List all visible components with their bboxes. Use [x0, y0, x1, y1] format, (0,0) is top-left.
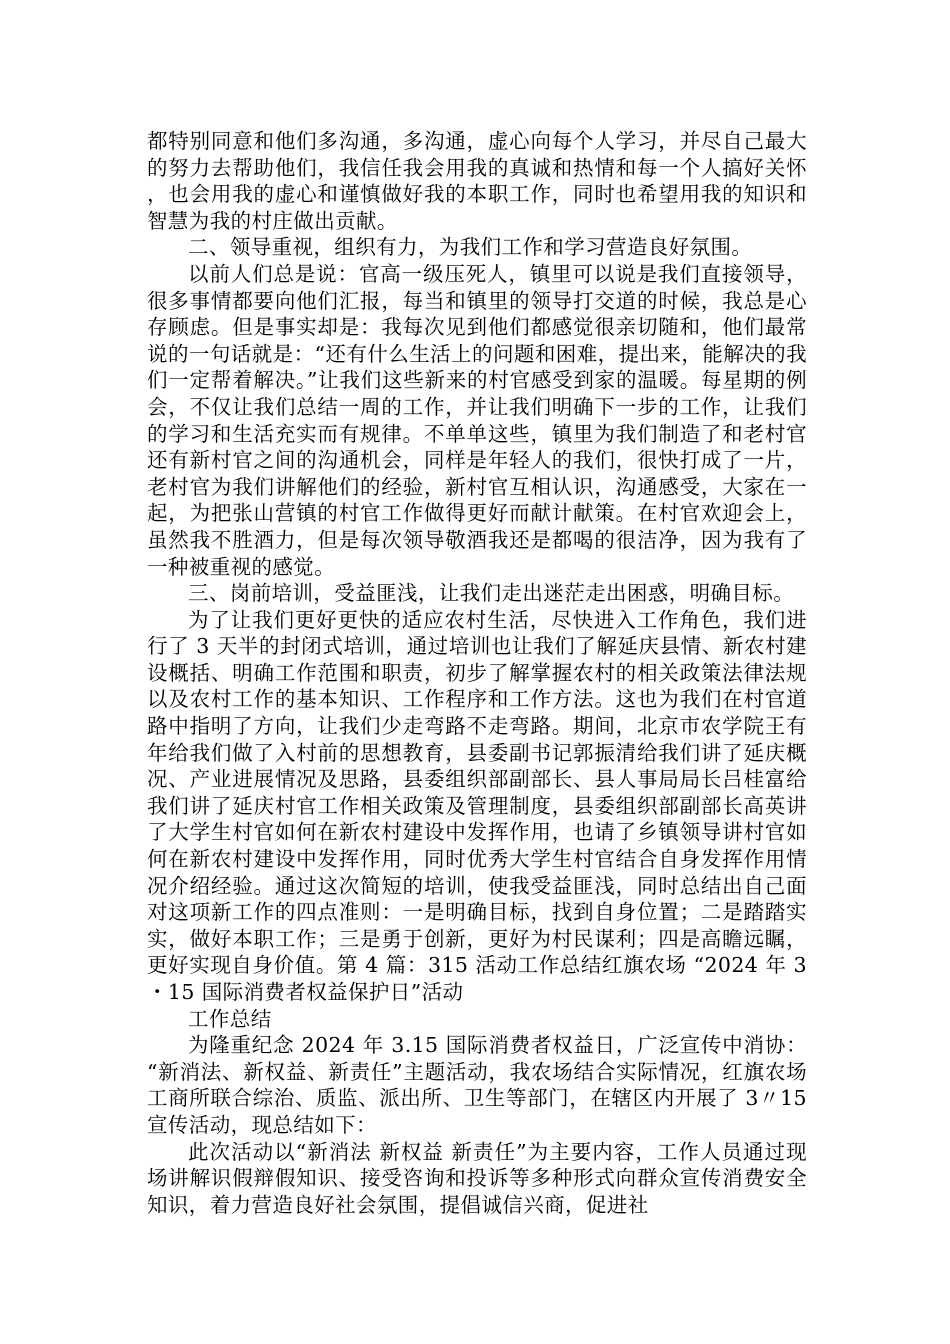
paragraph-4-heading: 三、岗前培训，受益匪浅，让我们走出迷茫走出困惑，明确目标。 [188, 581, 795, 606]
paragraph-5: 为了让我们更好更快的适应农村生活，尽快进入工作角色，我们进行了 3 天半的封闭式培训，通过培训也让我们了解延庆县情、新农村建设概括、明确工作范围和职责，初步了解掌握农村的相关政策法律法规以及农村工作的基本知识、工作程序和工作方法。这也为我们在村官道路中指明了方向，让我们少走弯路不走弯路。期间，北京市农学院王有年给我们做了入村前的思想教育，县委副书记郭振清给我们讲了延庆概况、产业进展情况及思路，县委组织部副部长、县人事局局长吕桂富给我们讲了延庆村官工作相关政策及管理制度，县委组织部副部长高英讲了大学生村官如何在新农村建设中发挥作用，也请了乡镇领导讲村官如何在新农村建设中发挥作用，同时优秀大学生村官结合自身发挥作用情况介绍经验。通过这次简短的培训，使我受益匪浅，同时总结出自己面对这项新工作的四点准则：一是明确目标，找到自身位置；二是踏踏实实，做好本职工作；三是勇于创新，更好为村民谋利；四是高瞻远瞩，更好实现自身价值。第 4 篇：315 活动工作总结红旗农场 “2024 年 3・15 国际消费者权益保护日”活动 [147, 607, 807, 1004]
paragraph-7: 为隆重纪念 2024 年 3.15 国际消费者权益日，广泛宣传中消协：“新消法、新权益、新责任”主题活动，我农场结合实际情况，红旗农场工商所联合综治、质监、派出所、卫生等部门，在辖区内开展了 3〃15 宣传活动，现总结如下： [147, 1033, 807, 1137]
paragraph-1: 都特别同意和他们多沟通，多沟通，虚心向每个人学习，并尽自己最大的努力去帮助他们，我信任我会用我的真诚和热情和每一个人搞好关怀，也会用我的虚心和谨慎做好我的本职工作，同时也希望用我的知识和智慧为我的村庄做出贡献。 [147, 129, 807, 233]
paragraph-8: 此次活动以“新消法 新权益 新责任”为主要内容，工作人员通过现场讲解识假辩假知识、接受咨询和投诉等多种形式向群众宣传消费安全知识，着力营造良好社会氛围，提倡诚信兴商，促进社 [147, 1139, 807, 1217]
document-body [147, 128, 807, 1218]
paragraph-3: 以前人们总是说：官高一级压死人，镇里可以说是我们直接领导，很多事情都要向他们汇报，每当和镇里的领导打交道的时候，我总是心存顾虑。但是事实却是：我每次见到他们都感觉很亲切随和，他们最常说的一句话就是：“还有什么生活上的问题和困难，提出来，能解决的我们一定帮着解决。”让我们这些新来的村官感受到家的温暖。每星期的例会，不仅让我们总结一周的工作，并让我们明确下一步的工作，让我们的学习和生活充实而有规律。不单单这些，镇里为我们制造了和老村官还有新村官之间的沟通机会，同样是年轻人的我们，很快打成了一片，老村官为我们讲解他们的经验，新村官互相认识，沟通感受，大家在一起，为把张山营镇的村官工作做得更好而献计献策。在村官欢迎会上，虽然我不胜酒力，但是每次领导敬酒我还是都喝的很洁净，因为我有了一种被重视的感觉。 [147, 261, 807, 579]
paragraph-2-heading: 二、领导重视，组织有力，为我们工作和学习营造良好氛围。 [188, 235, 753, 260]
paragraph-6-title: 工作总结 [188, 1006, 272, 1031]
